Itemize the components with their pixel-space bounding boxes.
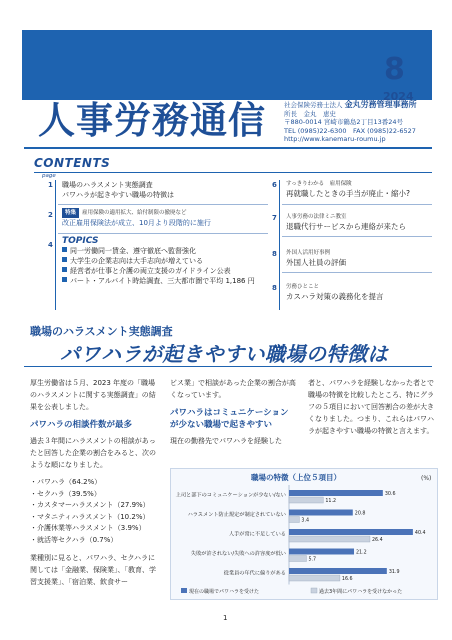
chart-bar: [289, 549, 354, 555]
chart-bar: [289, 556, 306, 562]
toc-item-6-title: 再就職したときの手当が廃止・縮小?: [286, 189, 410, 198]
chart-bar: [289, 490, 383, 496]
toc-item-1-line2: パワハラが起きやすい職場の特徴は: [62, 191, 174, 199]
category-label: ハラスメント防止規定が制定されていない: [187, 512, 286, 518]
category-label: 失敗が許されない/失敗への許容度が低い: [190, 551, 286, 557]
office-url: http://www.kanemaru-roumu.jp: [284, 135, 386, 144]
list-item: ・パワハラ（64.2%）: [30, 478, 102, 486]
article-column-2: [170, 377, 296, 447]
masthead-rule: [24, 147, 432, 149]
toc-page-2: 2: [48, 211, 53, 219]
toc-separator: [58, 204, 268, 205]
toc-page-6: 6: [272, 181, 277, 189]
data-label: 40.4: [414, 531, 426, 536]
paragraph: 業種別に見ると、パワハラ、セクハラに関しては「金融業、保険業」、「教育、学習支援業」、「宿泊業、飲食サー: [30, 554, 156, 586]
toc-page-1: 1: [48, 181, 53, 189]
harassment-list: [30, 477, 158, 546]
category-label: 人手が常に不足している: [228, 531, 286, 538]
category-label: 従業員の年代に偏りがある: [223, 570, 286, 577]
topics-item: 経営者が仕事と介護の両立支援のガイドライン公表: [62, 266, 255, 276]
office-address: 〒880-0014 宮崎市鶴島2丁目13番24号: [284, 118, 404, 127]
toc-item-8b[interactable]: [286, 282, 384, 302]
list-item: ・セクハラ（39.5%）: [30, 489, 101, 498]
chart-bar: [289, 497, 323, 503]
toc-separator: [58, 233, 268, 234]
article-column-3: [308, 377, 434, 437]
chart-bar: [289, 510, 353, 516]
toc-page-8b: 8: [272, 284, 277, 292]
bullet-icon: [62, 247, 67, 252]
list-item: ・カスタマーハラスメント（27.9%）: [30, 501, 150, 509]
data-label: 3.4: [301, 518, 310, 524]
feature-tag: 特集: [62, 208, 79, 218]
toc-item-6[interactable]: [286, 179, 410, 199]
toc-item-7-title: 退職代行サービスから連絡が来たら: [286, 222, 406, 231]
issue-number: 8: [384, 52, 405, 87]
toc-item-8b-sub: 労務ひとこと: [286, 284, 320, 290]
topics-label: TOPICS: [62, 236, 99, 246]
office-director: 所長 金丸 恵史: [284, 109, 336, 118]
workplace-features-chart: [170, 468, 438, 600]
topics-item: 大学生の企業志向は大手志向が増えている: [62, 256, 255, 266]
toc-item-7[interactable]: [286, 212, 406, 232]
chart-title: 職場の特徴（上位５項目）: [251, 473, 341, 482]
data-label: 11.2: [325, 499, 337, 504]
office-type: 社会保険労務士法人: [284, 101, 343, 109]
data-label: 20.8: [354, 511, 366, 517]
chart-unit: (%): [421, 475, 432, 482]
bullet-icon: [62, 267, 67, 272]
list-item: ・介護休業等ハラスメント（3.9%）: [30, 524, 146, 532]
toc-left-divider: [55, 180, 56, 310]
contents-page-label: page: [42, 173, 56, 179]
toc-separator: [282, 236, 432, 237]
paragraph: 現在の勤務先でパワハラを経験した: [170, 437, 282, 445]
legend-swatch: [181, 588, 187, 593]
toc-item-7-sub: 人事労務の法律ミニ教室: [286, 214, 347, 220]
topics-item: パート・アルバイト時給調査、三大都市圏で平均 1,186 円: [62, 276, 255, 286]
topics-item: 同一労働同一賃金、遵守徹底へ監督強化: [62, 246, 255, 256]
office-phone: TEL (0985)22-6300 FAX (0985)22-6527: [284, 126, 416, 135]
toc-separator: [282, 272, 432, 273]
toc-page-4: 4: [48, 241, 53, 249]
section-heading: パワハラの相談件数が最多: [30, 420, 133, 430]
office-info: [284, 101, 417, 144]
toc-item-1-line1: 職場のハラスメント実態調査: [62, 181, 153, 189]
article-column-1: [30, 377, 158, 588]
legend-swatch: [311, 588, 317, 593]
page-number: 1: [223, 614, 228, 622]
data-label: 16.6: [341, 577, 353, 582]
paragraph: 者と、パワハラを経験しなかった者とで職場の特徴を比較したところ、特にグラフの５項目において回答割合の差が大きくなりました。つまり、これらはパワハラが起きやすい職場の特徴と言えます。: [308, 379, 434, 435]
section-heading: パワハラはコミュニケーションが少ない職場で起きやすい: [170, 408, 289, 430]
office-name: 金丸労務管理事務所: [344, 100, 417, 109]
list-item: ・就活等セクハラ（0.7%）: [30, 535, 118, 544]
issue-year: 2024: [383, 90, 414, 103]
toc-separator: [282, 204, 432, 205]
toc-page-8a: 8: [272, 250, 277, 258]
chart-bar: [289, 529, 413, 535]
toc-item-8a-sub: 外国人活用好事例: [286, 250, 331, 256]
contents-underline: [34, 172, 432, 173]
data-label: 26.4: [371, 538, 383, 543]
data-label: 30.6: [384, 492, 396, 497]
toc-topics[interactable]: [62, 236, 255, 286]
bullet-icon: [62, 277, 67, 282]
masthead: [0, 0, 452, 160]
paragraph: 厚生労働省は５月、2023 年度の「職場のハラスメントに関する実態調査」の結果を公表しました。: [30, 379, 156, 411]
data-label: 21.2: [356, 550, 367, 556]
toc-page-7: 7: [272, 214, 277, 222]
article-title: パワハラが起きやすい職場の特徴は: [60, 342, 388, 366]
chart-svg: [171, 469, 439, 601]
table-of-contents: [24, 156, 432, 314]
legend-label: 過去3年間にパワハラを受けなかった: [319, 589, 403, 595]
data-label: 5.7: [308, 557, 317, 563]
newsletter-title: 人事労務通信: [38, 99, 266, 142]
toc-item-6-sub: すっきりわかる 雇用保険: [286, 181, 352, 187]
article-subtitle: 職場のハラスメント実態調査: [30, 325, 173, 338]
data-label: 31.9: [388, 570, 400, 575]
chart-bar: [289, 575, 340, 581]
toc-right-divider: [279, 180, 280, 310]
article-rule: [24, 366, 432, 367]
toc-item-2-title: 改正雇用保険法が成立、10月より段階的に施行: [62, 219, 211, 227]
toc-item-2[interactable]: [62, 208, 211, 228]
contents-heading: CONTENTS: [34, 156, 111, 170]
legend-label: 現在の職場でパワハラを受けた: [189, 589, 260, 595]
toc-item-8a-title: 外国人社員の評価: [286, 258, 346, 267]
toc-item-8a[interactable]: [286, 248, 346, 268]
paragraph: 過去３年間にハラスメントの相談があったと回答した企業の割合をみると、次のような順になりました。: [30, 437, 156, 469]
toc-item-8b-title: カスハラ対策の義務化を提言: [286, 292, 384, 301]
chart-bar: [289, 536, 370, 542]
chart-bar: [289, 517, 299, 523]
toc-item-2-sub: 雇用保険の適用拡大、給付制限の撤廃など: [82, 210, 187, 216]
chart-bar: [289, 568, 387, 574]
list-item: ・マタニティハラスメント（10.2%）: [30, 512, 150, 521]
toc-item-1[interactable]: [62, 180, 174, 200]
bullet-icon: [62, 257, 67, 262]
paragraph: ビス業」で相談があった企業の割合が高くなっています。: [170, 379, 296, 399]
category-label: 上司と部下のコミュニケーションが少ない/ない: [175, 492, 286, 499]
